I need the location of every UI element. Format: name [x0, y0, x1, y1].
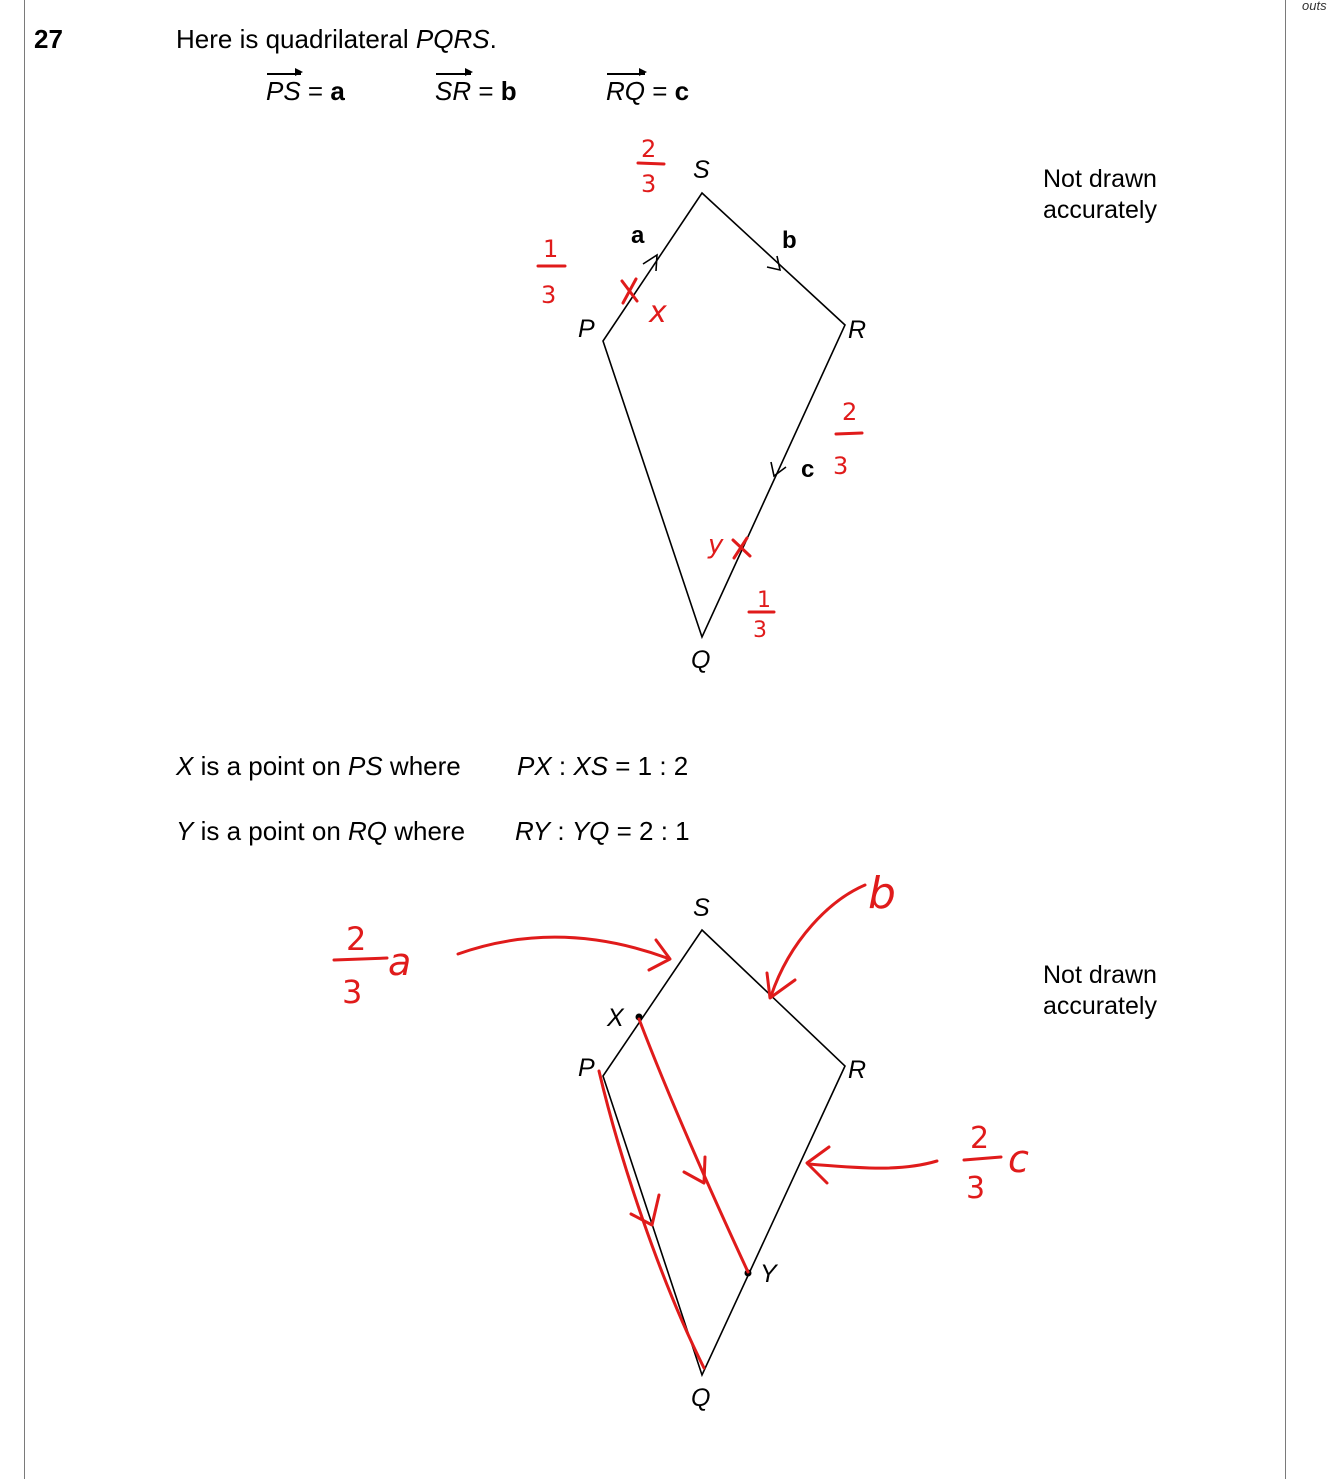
edge-label-b: b [782, 227, 797, 254]
ps-upper-fraction-bar [638, 163, 664, 164]
ratio-x-sep: : [551, 751, 574, 781]
rq-lower-fraction-num: 1 [757, 588, 771, 613]
intro-end: . [489, 24, 497, 54]
left-fraction-var: a [388, 940, 412, 984]
ratio-y-sep: : [550, 816, 572, 846]
ratio-y-value: = 2 : 1 [609, 816, 690, 846]
vector-ps-eq: = [307, 76, 324, 106]
vector-ps-value: a [330, 76, 345, 106]
condition-x-point: X [176, 751, 194, 781]
not-drawn-line1: Not drawn [1043, 165, 1157, 193]
intro-shape-name: PQRS [415, 24, 490, 54]
ratio-x-a: PX [517, 751, 552, 781]
vector-ps-name: PS [266, 76, 301, 106]
top-annotation-arrow [771, 885, 865, 996]
left-fraction-den: 3 [342, 973, 363, 1011]
vertex-p-1: P [578, 315, 595, 343]
ratio-y-a: RY [515, 816, 551, 846]
vertex-x-2: X [607, 1004, 624, 1032]
ps-lower-fraction-den: 3 [541, 281, 557, 309]
vector-rq-name: RQ [606, 76, 645, 106]
rq-upper-fraction-bar [836, 433, 862, 434]
right-fraction-bar [964, 1157, 1001, 1160]
ratio-x-b: XS [573, 751, 609, 781]
condition-x-text: is a point on [193, 751, 348, 781]
left-fraction-bar [334, 958, 387, 960]
vertex-s-2: S [693, 894, 710, 922]
condition-x-seg: PS [348, 751, 383, 781]
rq-upper-fraction-num: 2 [842, 398, 858, 426]
point-y-cross-1 [733, 538, 750, 558]
intro-text: Here is quadrilateral [176, 24, 416, 54]
ratio-x-value: = 1 : 2 [608, 751, 689, 781]
ratio-y-b: YQ [571, 816, 610, 846]
not-drawn-line2: accurately [1043, 196, 1157, 224]
vector-sr-value: b [500, 76, 517, 106]
point-y-mark: y [708, 530, 724, 560]
left-annotation-arrow [458, 937, 667, 958]
edge-label-a: a [631, 222, 645, 249]
not-drawn-line1: Not drawn [1043, 961, 1157, 989]
condition-y-seg: RQ [348, 816, 387, 846]
question-number: 27 [34, 24, 63, 54]
vector-rq-value: c [674, 76, 690, 106]
vector-sr-eq: = [478, 76, 494, 106]
vertex-r-1: R [848, 316, 867, 344]
rq-upper-fraction-den: 3 [833, 452, 849, 480]
left-fraction-num: 2 [346, 920, 367, 958]
vertex-y-2: Y [760, 1260, 777, 1288]
right-fraction-var: c [1008, 1137, 1029, 1181]
vertex-s-1: S [693, 156, 710, 184]
diagram-1 [538, 135, 866, 674]
top-annotation-b: b [868, 868, 896, 919]
quadrilateral-pqrs-2 [603, 930, 845, 1375]
vertex-q-1: Q [691, 646, 711, 674]
right-annotation-arrow [808, 1161, 937, 1168]
condition-y-text: is a point on [193, 816, 348, 846]
right-fraction-num: 2 [970, 1121, 990, 1156]
vector-sr-name: SR [435, 76, 472, 106]
margin-note: outs [1302, 0, 1327, 13]
vertex-q-2: Q [691, 1384, 711, 1412]
right-fraction-den: 3 [966, 1171, 986, 1206]
condition-x-where: where [382, 751, 461, 781]
red-line-pq [599, 1071, 704, 1368]
vertex-r-2: R [848, 1056, 867, 1084]
vector-rq-eq: = [652, 76, 668, 106]
condition-y-where: where [387, 816, 466, 846]
point-x-cross-1 [622, 279, 637, 303]
ps-lower-fraction-num: 1 [543, 235, 559, 263]
rq-lower-fraction-den: 3 [753, 618, 767, 643]
vertex-p-2: P [578, 1054, 595, 1082]
quadrilateral-pqrs-1 [603, 193, 845, 637]
condition-y-point: Y [176, 816, 194, 846]
ps-upper-fraction-den: 3 [641, 170, 657, 198]
diagram-2 [334, 868, 1029, 1412]
edge-label-c: c [801, 456, 815, 483]
ps-upper-fraction-num: 2 [641, 135, 657, 163]
not-drawn-line2: accurately [1043, 992, 1157, 1020]
point-x-mark: x [649, 295, 667, 330]
